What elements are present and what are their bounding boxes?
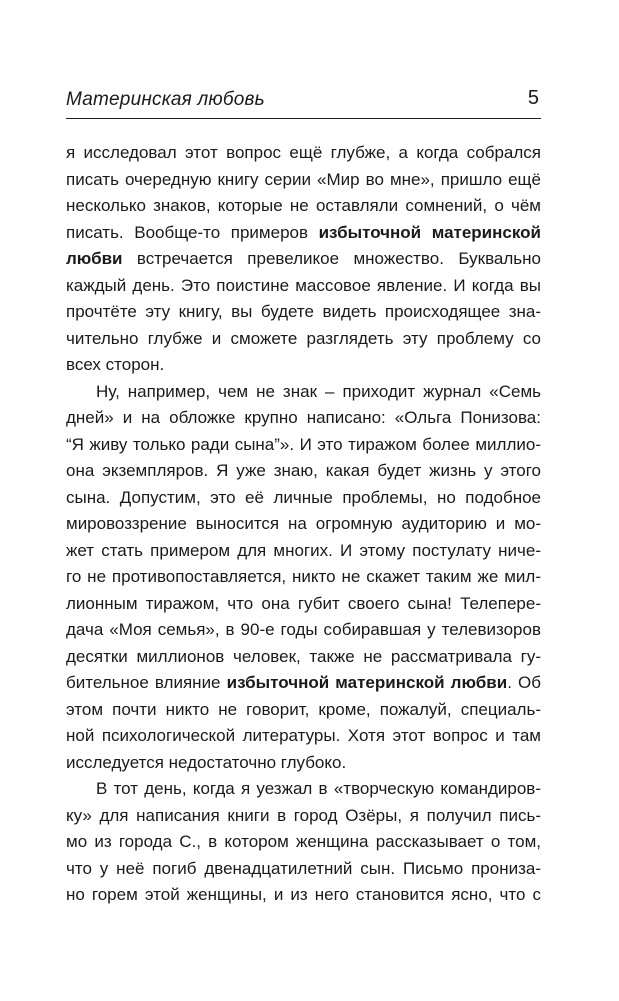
text-line: мировоззрение выносится на огромную аудиторию и мо- [66, 514, 541, 533]
text-line: писать очередную книгу серии «Мир во мне», пришло ещё [66, 169, 541, 189]
paragraph-2 [66, 379, 541, 777]
text-line: я исследовал этот вопрос ещё глубже, а когда собрался [66, 143, 541, 162]
text-line: Ну, например, чем не знак – приходит журнал «Семь [96, 381, 541, 401]
text-line: дней» и на обложке крупно написано: «Ольга Понизова: [66, 408, 541, 427]
text-line: ку» для написания книги в город Озёры, я получил пись- [66, 805, 541, 825]
text-line: каждый день. Это поистине массовое явление. И когда вы [66, 275, 541, 295]
text-line: десятки миллионов человек, также не рассматривала гу- [66, 646, 541, 666]
text-line: лионным тиражом, что она губит своего сына! Телепере- [66, 593, 541, 613]
text-line: го не противопоставляется, никто не скажет таким же мил- [66, 567, 541, 586]
text-line: “Я живу только ради сына”». И это тиражом более миллио- [66, 434, 541, 454]
text-line: мо из города С., в котором женщина рассказывает о том, [66, 832, 541, 851]
text-line: исследуется недостаточно глубоко. [66, 752, 347, 772]
text-line: ной психологической литературы. Хотя этот вопрос и там [66, 726, 541, 745]
text-run: бительное влияние [66, 673, 227, 692]
text-line: но горем этой женщины, и из него становится ясно, что с [66, 885, 541, 904]
text-run: встречается превеликое множество. Буквально [122, 249, 541, 268]
paragraph-3 [66, 776, 541, 909]
text-line [66, 670, 541, 697]
text-run: . Об [507, 673, 541, 692]
running-header [66, 86, 541, 119]
text-line: она экземпляров. Я уже знаю, какая будет жизнь у этого [66, 461, 541, 480]
text-line: что у неё погиб двенадцатилетний сын. Письмо прониза- [66, 858, 541, 878]
text-line [66, 246, 541, 273]
text-line: прочтёте эту книгу, вы будете видеть происходящее зна- [66, 302, 541, 321]
text-line: чительно глубже и сможете разглядеть эту проблему со [66, 328, 541, 348]
text-run: писать. Вообще-то примеров [66, 222, 319, 242]
text-line: В тот день, когда я уезжал в «творческую командиров- [96, 779, 541, 798]
body-text [66, 140, 541, 909]
running-title: Материнская любовь [66, 89, 265, 110]
bold-term: избыточной материнской [318, 222, 541, 242]
bold-term: любви [66, 249, 123, 268]
text-line: всех сторон. [66, 355, 165, 374]
text-line: несколько знаков, которые не оставляли сомнений, о чём [66, 196, 541, 215]
bold-term: избыточной материнской любви [226, 673, 508, 692]
text-line: сына. Допустим, это её личные проблемы, но подобное [66, 487, 541, 507]
paragraph-1 [66, 140, 541, 379]
text-line: дача «Моя семья», в 90-е годы собиравшая у телевизоров [66, 620, 541, 639]
text-line [66, 220, 541, 247]
page-number: 5 [527, 87, 539, 109]
text-line: жет стать примером для многих. И этому постулату ниче- [66, 540, 541, 560]
text-line: этом почти никто не говорит, кроме, пожалуй, специаль- [66, 699, 541, 719]
